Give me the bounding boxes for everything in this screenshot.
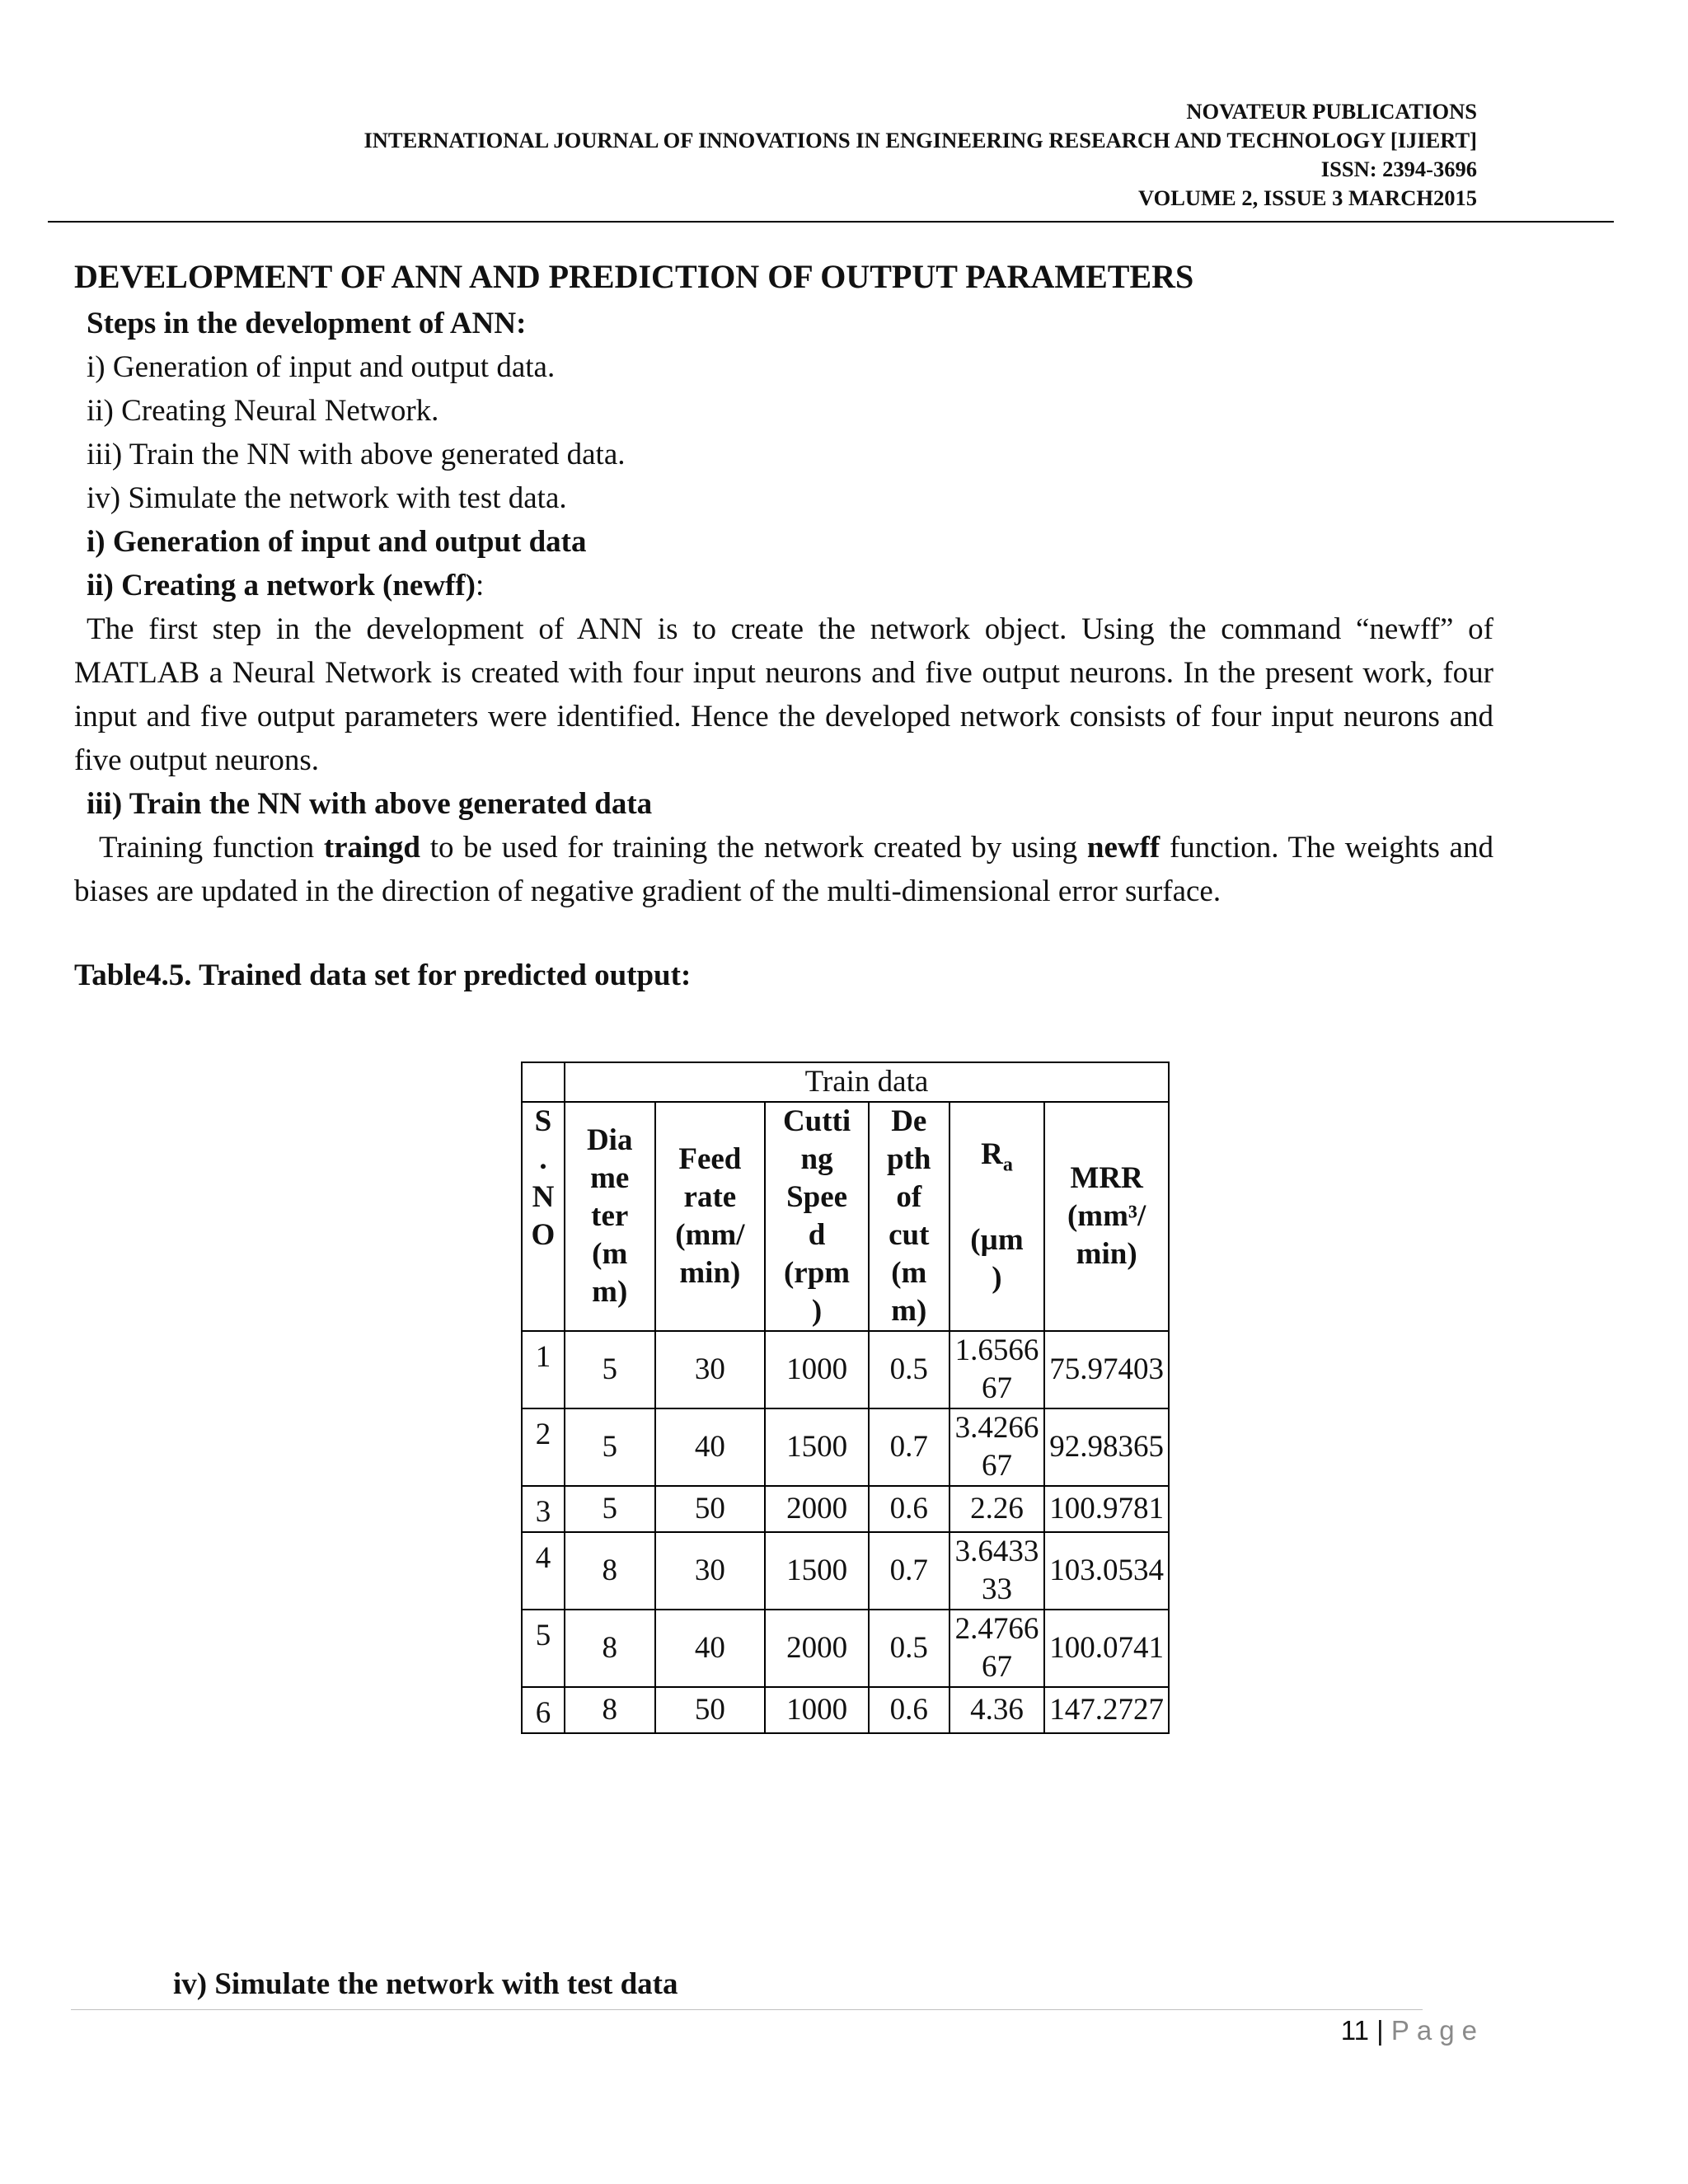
- table-row: [522, 1687, 1169, 1733]
- subheading-train: iii) Train the NN with above generated data: [87, 787, 653, 821]
- cell-cutting-speed: 2000: [765, 1610, 869, 1687]
- table-row: [522, 1486, 1169, 1532]
- table-row: [522, 1610, 1169, 1687]
- cell-diameter: 5: [565, 1408, 655, 1486]
- cell-ra: 4.36: [950, 1687, 1045, 1733]
- cell-ra: 2.26: [950, 1486, 1045, 1532]
- cell-feed-rate: 50: [655, 1486, 766, 1532]
- paragraph-network: The first step in the development of ANN is to create the network object. Using the command “newff” of MATLAB a Neural Network is created with four input neurons and five output neurons. In the present work, four input and five output parameters were identified. Hence the developed network consists of four input neurons and five output neurons.: [74, 612, 1493, 777]
- paragraph-training: Training function traingd to be used for training the network created by using newff function. The weights and biases are updated in the direction of negative gradient of the multi-dimensional error surface.: [74, 831, 1493, 908]
- cell-diameter: 8: [565, 1610, 655, 1687]
- cell-feed-rate: 30: [655, 1331, 766, 1408]
- cell-diameter: 8: [565, 1532, 655, 1610]
- table-header-row: S . N O Dia me ter (m m) Feed rate (mm/ min) Cutti ng Spee d (rpm ) De pth of cut (m m) $R_a$ (µm ) MRR (mm³/ min): [522, 1102, 1169, 1331]
- subheading-generation: i) Generation of input and output data: [87, 525, 587, 559]
- cell-diameter: 5: [565, 1331, 655, 1408]
- section-title: DEVELOPMENT OF ANN AND PREDICTION OF OUTPUT PARAMETERS: [74, 258, 1194, 295]
- cell-ra: 3.426667: [950, 1408, 1045, 1486]
- table-row: [522, 1532, 1169, 1610]
- body-text: [74, 302, 1493, 913]
- cell-depth-of-cut: 0.6: [869, 1687, 950, 1733]
- subheading-creating-network: ii) Creating a network (newff):: [87, 569, 485, 602]
- cell-diameter: 5: [565, 1486, 655, 1532]
- step-item: ii) Creating Neural Network.: [87, 394, 439, 428]
- cell-diameter: 8: [565, 1687, 655, 1733]
- cell-sno: 1: [522, 1331, 565, 1408]
- table-group-header-row: [522, 1062, 1169, 1102]
- cell-cutting-speed: 1000: [765, 1687, 869, 1733]
- journal-header: [363, 97, 1477, 213]
- cell-feed-rate: 40: [655, 1408, 766, 1486]
- volume-issue: VOLUME 2, ISSUE 3 MARCH2015: [1138, 185, 1477, 210]
- page-number: 11 | Page: [1340, 2015, 1484, 2046]
- cell-sno: 3: [522, 1486, 565, 1532]
- cell-mrr: 147.2727: [1044, 1687, 1169, 1733]
- cell-sno: 4: [522, 1532, 565, 1610]
- cell-depth-of-cut: 0.7: [869, 1408, 950, 1486]
- cell-feed-rate: 50: [655, 1687, 766, 1733]
- table-row: [522, 1331, 1169, 1408]
- train-data-header: Train data: [565, 1062, 1169, 1102]
- subheading-simulate: iv) Simulate the network with test data: [173, 1967, 678, 2001]
- cell-sno: 5: [522, 1610, 565, 1687]
- cell-cutting-speed: 1500: [765, 1408, 869, 1486]
- cell-ra: 2.476667: [950, 1610, 1045, 1687]
- cell-mrr: 100.9781: [1044, 1486, 1169, 1532]
- cell-sno: 2: [522, 1408, 565, 1486]
- journal-name: INTERNATIONAL JOURNAL OF INNOVATIONS IN ENGINEERING RESEARCH AND TECHNOLOGY [IJIERT]: [363, 128, 1477, 152]
- cell-cutting-speed: 1000: [765, 1331, 869, 1408]
- cell-cutting-speed: 1500: [765, 1532, 869, 1610]
- steps-heading: Steps in the development of ANN:: [87, 307, 527, 340]
- table-caption: Table4.5. Trained data set for predicted output:: [74, 958, 692, 992]
- cell-feed-rate: 40: [655, 1610, 766, 1687]
- header-divider: [48, 221, 1614, 223]
- step-item: iii) Train the NN with above generated data.: [87, 438, 626, 471]
- cell-ra: 3.643333: [950, 1532, 1045, 1610]
- step-item: i) Generation of input and output data.: [87, 350, 556, 384]
- cell-mrr: 100.0741: [1044, 1610, 1169, 1687]
- table-row: [522, 1408, 1169, 1486]
- issn: ISSN: 2394-3696: [1320, 157, 1477, 181]
- cell-depth-of-cut: 0.5: [869, 1610, 950, 1687]
- cell-cutting-speed: 2000: [765, 1486, 869, 1532]
- cell-depth-of-cut: 0.7: [869, 1532, 950, 1610]
- step-item: iv) Simulate the network with test data.: [87, 481, 567, 515]
- cell-sno: 6: [522, 1687, 565, 1733]
- cell-ra: 1.656667: [950, 1331, 1045, 1408]
- trained-data-table: [521, 1062, 1170, 1734]
- cell-depth-of-cut: 0.5: [869, 1331, 950, 1408]
- cell-feed-rate: 30: [655, 1532, 766, 1610]
- cell-depth-of-cut: 0.6: [869, 1486, 950, 1532]
- publisher-name: NOVATEUR PUBLICATIONS: [1186, 99, 1477, 124]
- cell-mrr: 92.98365: [1044, 1408, 1169, 1486]
- footer-divider: [71, 2009, 1423, 2010]
- cell-mrr: 75.97403: [1044, 1331, 1169, 1408]
- cell-mrr: 103.0534: [1044, 1532, 1169, 1610]
